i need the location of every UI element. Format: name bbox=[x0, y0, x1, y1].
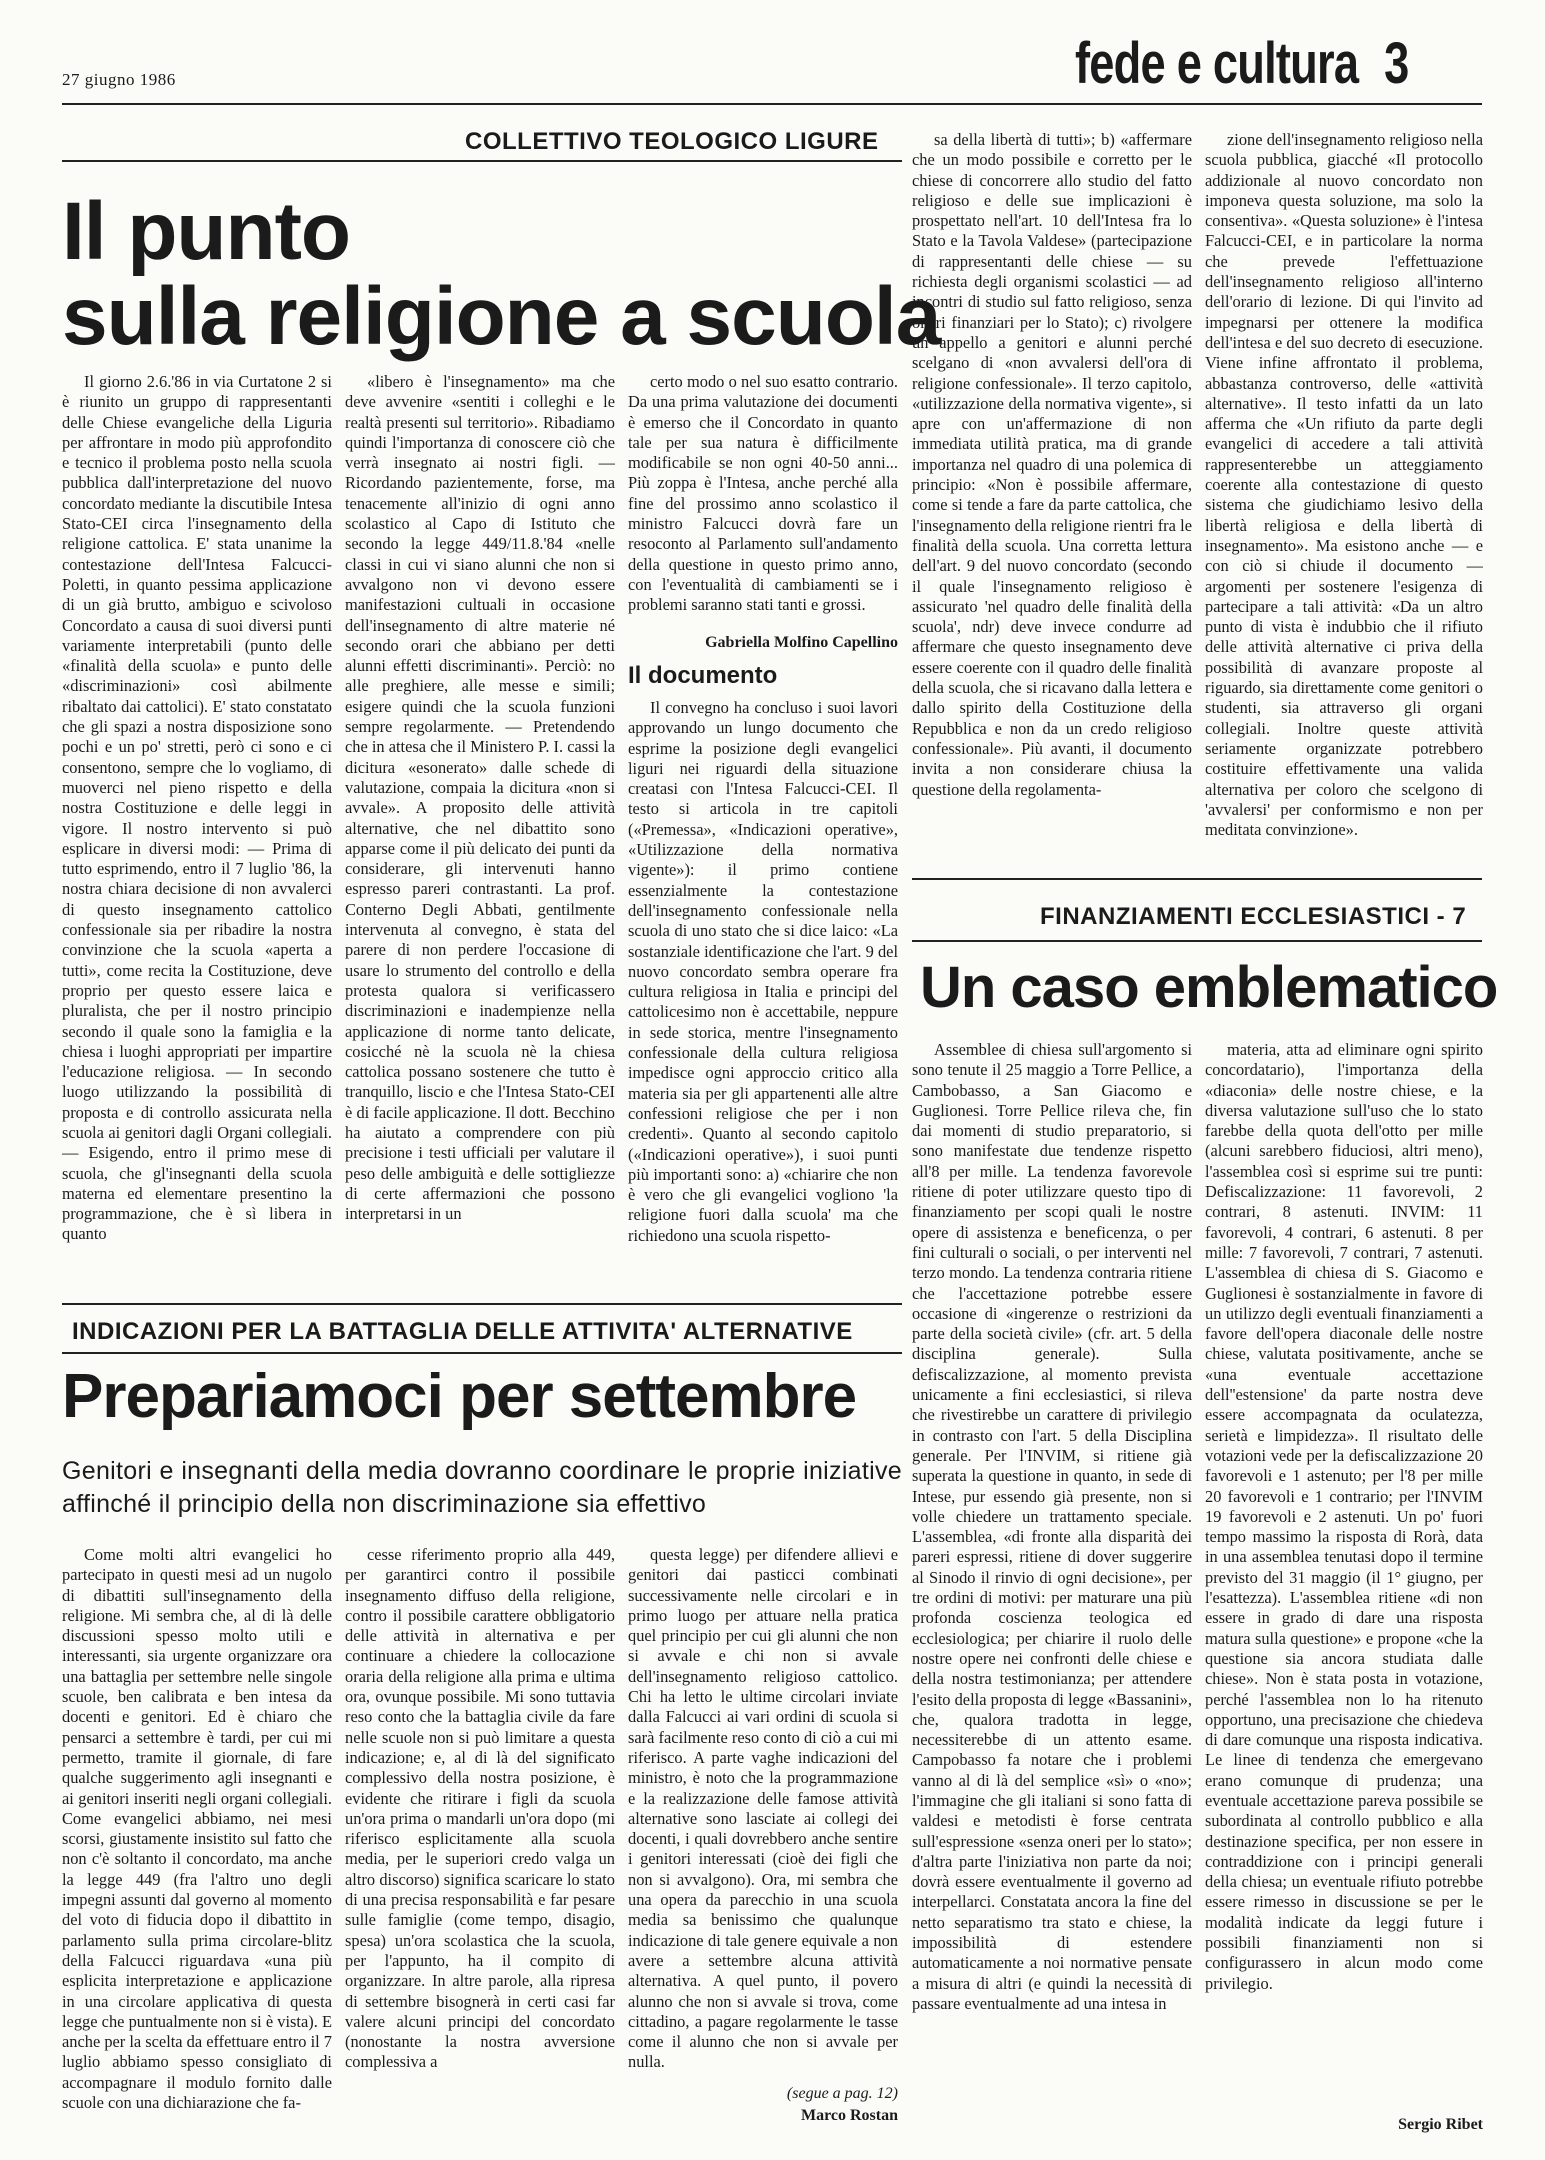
article1-col4-text: sa della libertà di tutti»; b) «affermare che un modo possibile e corretto per le chiese di concorrere allo studio del fatto religioso e delle sue implicazioni è prospettato nell'art. 10 dell'Intesa fra lo Stato e la Tavola Valdese» (partecipazione di rappresentanti delle chiese — su richiesta degli organismi scolastici — ad incontri di studio sul fatto religioso, senza oneri finanziari per lo Stato); c) rivolgere un appello a genitori e alunni perché scelgano di «non avvalersi dell'ora di religione confessionale». Il terzo capitolo, «utilizzazione della normativa vigente», si apre con un'affermazione di non immediata utilità pratica, ma di grande importanza nel quadro di una polemica di principio: «Non è possibile affermare, come si tende a fare da parte cattolica, che l'insegnamento della religione rientri fra le finalità della scuola. Una corretta lettura dell'art. 9 del nuovo concordato (secondo il quale l'insegnamento religioso è assicurato 'nel quadro delle finalità della scuola', ndr) deve invece condurre ad affermare che questo insegnamento deve essere coerente con il quadro delle finalità della scuola, che si ricavano dalla lettera e dallo spirito della Costituzione della Repubblica e non da un credo religioso confessionale». Più avanti, il documento invita a non considerare chiusa la questione della regolamenta- bbox=[912, 130, 1192, 799]
article2-column-1 bbox=[912, 1040, 1192, 2095]
article1-col5-text: zione dell'insegnamento religioso nella scuola pubblica, giacché «Il protocollo addizionale al nuovo concordato non imponeva questa soluzione, ma solo la consentiva». «Questa soluzione» è l'intesa Falcucci-CEI, e in particolare la norma che prevede l'effettuazione dell'insegnamento religioso all'interno dell'orario di lezione. Di qui l'invito ad impegnarsi per ottenere la modifica dell'intesa e del suo decreto di esecuzione. Viene infine affrontato il problema, abbastanza controverso, delle «attività alternative». Il testo infatti da un lato afferma che «Un rifiuto da parte degli evangelici di accedere a tali attività rappresenterebbe un atteggiamento coerente alla contestazione di questo sistema che giudichiamo lesivo della libertà religiosa e della libertà di insegnamento». Ma esistono anche — e con ciò si chiude il documento — argomenti per sostenere l'esigenza di partecipare a tali attività: «Da un altro punto di vista è indubbio che il rifiuto delle attività alternative ci priva della possibilità di avanzare proposte al riguardo, sia direttamente come genitori o studenti, sia attraverso gli organi collegiali. Inoltre queste attività seriamente organizzate potrebbero costituire effettivamente una valida alternativa per coloro che scelgono di 'avvalersi' per conformismo e non per meditata convinzione». bbox=[1205, 130, 1483, 840]
article1-col3b-text-block bbox=[628, 698, 898, 1258]
article1-col3b-text: Il convegno ha concluso i suoi lavori approvando un lungo documento che esprime la posizione degli evangelici liguri nei riguardi della situazione creatasi con l'Intesa Falcucci-CEI. Il testo si articola in tre capitoli («Premessa», «Indicazioni operative», «Utilizzazione della normativa vigente»): il primo contiene essenzialmente la contestazione dell'insegnamento confessionale nella scuola di uno stato che si dice laico: «La sostanziale identificazione che l'art. 9 del nuovo concordato sembra operare fra cultura religiosa in Italia e principi del cattolicesimo non è accettabile, neppure in sede storica, mentre l'insegnamento confessionale della cultura religiosa impedisce ogni approccio critico alla materia sia per gli appartenenti alle altre confessioni religiose che per i non credenti». Quanto al secondo capitolo («Indicazioni operative»), i suoi punti più importanti sono: a) «chiarire che non è vero che gli evangelici vogliono 'la religione fuori dalla scuola' ma che richiedono una scuola rispetto- bbox=[628, 698, 898, 1245]
article3-kicker: INDICAZIONI PER LA BATTAGLIA DELLE ATTIVITA' ALTERNATIVE bbox=[72, 1318, 853, 1345]
article1-signature: Gabriella Molfino Capellino bbox=[705, 634, 898, 651]
article1-column-5 bbox=[1205, 130, 1483, 870]
article3-column-2 bbox=[345, 1545, 615, 2125]
section-name: fede e cultura bbox=[1075, 31, 1359, 96]
article1-subhead: Il documento bbox=[628, 662, 778, 689]
article1-kicker-rule bbox=[62, 160, 902, 162]
article3-headline: Prepariamoci per settembre bbox=[62, 1362, 857, 1431]
article3-col2-text: cesse riferimento proprio alla 449, per garantirci contro il possibile insegnamento diffuso della religione, contro il possibile carattere obbligatorio delle attività in alternativa e per continuare a chiedere la collocazione oraria della religione alla prima e ultima ora, ovunque possibile. Mi sono tuttavia reso conto che la battaglia civile da fare nelle scuole non si può limitare a questa indicazione; e, al di là del significato complessivo della nostra posizione, è evidente che ritirare i figli da scuola un'ora prima o mandarli un'ora dopo (mi riferisco esplicitamente alla scuola media, per le superiori credo valga un altro discorso) significa scaricare lo stato di una precisa responsabilità e far pesare sulle famiglie (come tempo, disagio, spesa) un'ora scolastica che la scuola, per l'appunto, ha il compito di organizzare. In altre parole, alla ripresa di settembre bisognerà in certi casi far valere alcuni principi del concordato (nonostante la nostra avversione complessiva a bbox=[345, 1545, 615, 2072]
article1-headline-line2: sulla religione a scuola bbox=[62, 271, 941, 362]
article2-column-2 bbox=[1205, 1040, 1483, 2095]
article3-standfirst: Genitori e insegnanti della media dovranno coordinare le proprie iniziative affinché il principio della non discriminazione sia effettivo bbox=[62, 1457, 902, 1518]
article1-col2-text: «libero è l'insegnamento» ma che deve avvenire «sentiti i colleghi e le realtà presenti sul territorio». Ribadiamo quindi l'importanza di conoscere ciò che verrà insegnato ai nostri figli. — Ricordando pazientemente, forse, ma tenacemente all'inizio di ogni anno scolastico al Capo di Istituto che secondo la legge 449/11.8.'84 «nelle classi in cui vi siano alunni che non si avvalgono non vi devono essere manifestazioni cultuali in occasione dell'insegnamento di altre materie né secondo orari che abbiano per detti alunni effetti discriminanti». Perciò: no alle preghiere, alle messe e simili; esigere quindi che la scuola funzioni sempre regolarmente. — Pretendendo che in attesa che il Ministero P. I. cassi la dicitura «esonerato» dalle schede di valutazione, compaia la dicitura «non si avvale». A proposito delle attività alternative, che nel dibattito sono apparse come il più delicato dei punti da considerare, gli intervenuti hanno espresso pareri contrastanti. La prof. Conterno Degli Abbati, gentilmente intervenuta al convegno, è stata del parere di non perdere l'occasione di usare lo strumento del controllo e della protesta qualora si verificassero discriminazioni e inadempienze nella applicazione di norme tanto delicate, cosicché nè la scuola nè la chiesa cattolica possano sostenere che tutto è tranquillo, liscio e che l'Intesa Stato-CEI è di facile applicazione. Il dott. Becchino ha aiutato a comprendere con più precisione i testi ufficiali per valutare il peso delle ambiguità e delle sottigliezze di certe affermazioni che possono interpretarsi in un bbox=[345, 372, 615, 1224]
article2-kicker-rule bbox=[912, 940, 1482, 942]
section-title bbox=[1075, 30, 1408, 97]
article3-signature: Marco Rostan bbox=[800, 2107, 898, 2124]
article2-col2-text: materia, atta ad eliminare ogni spirito concordatario), l'importanza della «diaconia» delle nostre chiese, e la diversa valutazione sull'uso che lo stato farebbe della quota dell'otto per mille (alcuni sarebbero fiduciosi, altri meno), l'assemblea così si esprime sui tre punti: Defiscalizzazione: 11 favorevoli, 2 contrari, 8 astenuti. INVIM: 11 favorevoli, 4 contrari, 6 astenuti. 8 per mille: 7 favorevoli, 7 contrari, 7 astenuti. L'assemblea di chiesa di S. Giacomo e Guglionesi è sostanzialmente in favore di un utilizzo degli eventuali finanziamenti a favore dell'opera diaconale delle nostre chiese, valutata positivamente, anche se «una eventuale accettazione dell''estensione' da parte nostra deve essere accompagnata da oculatezza, serietà e limpidezza». Il risultato delle votazioni vede per la defiscalizzazione 20 favorevoli e 1 astenuto; per l'8 per mille 20 favorevoli e 1 contrario; per l'INVIM 19 favorevoli e 2 astenuti. Un po' fuori tempo massimo la risposta di Rorà, data in una assemblea tenutasi dopo il termine previsto del 31 maggio (il 1° giugno, per l'esattezza). L'assemblea ritiene «di non essere in grado di dare una risposta matura sulla questione» e propone «che la questione sia ancora studiata dalle chiese». Non è stata posta in votazione, perché l'assemblea non lo ha ritenuto opportuno, una precisazione che chiedeva di dare comunque una risposta indicativa. Le linee di tendenza che emergevano erano comunque di prudenza; una eventuale accettazione pareva possibile se subordinata al controllo pubblico e alla destinazione specifica, per non essere in contraddizione con i principi generali della chiesa; un eventuale rifiuto potrebbe essere rimesso in discussione se per le modalità indicate da leggi future i possibili finanziamenti non si configurassero in alcun modo come privilegio. bbox=[1205, 1040, 1483, 1993]
article2-headline: Un caso emblematico bbox=[920, 955, 1498, 1020]
article3-continued: (segue a pag. 12) bbox=[786, 2085, 898, 2102]
article1-column-1 bbox=[62, 372, 332, 1282]
article1-column-2 bbox=[345, 372, 615, 1282]
article1-col3-text-block bbox=[628, 372, 898, 630]
article2-kicker: FINANZIAMENTI ECCLESIASTICI - 7 bbox=[1040, 903, 1467, 930]
article3-top-rule bbox=[62, 1303, 902, 1305]
issue-date: 27 giugno 1986 bbox=[62, 70, 176, 89]
article1-col3-text: certo modo o nel suo esatto contrario. Da una prima valutazione dei documenti è emerso che il Concordato in quanto tale per sua natura è difficilmente modificabile se non ogni 40-50 anni... Più zoppa è l'Intesa, anche perché alla fine del prossimo anno scolastico il ministro Falcucci dovrà fare un resoconto al Parlamento sull'andamento della questione in questo primo anno, con l'eventualità di cambiamenti se i problemi saranno stati tanti e grossi. bbox=[628, 372, 898, 615]
article3-col3-text-block bbox=[628, 1545, 898, 2085]
article3-col3-text: questa legge) per difendere allievi e genitori dai pasticci combinati successivamente nelle circolari e in primo luogo per attuare nella pratica quel principio per cui gli alunni che non si avvale e chi non si avvale dell'insegnamento religioso cattolico. Chi ha letto le ultime circolari inviate dalla Falcucci ai vari ordini di scuola si sarà facilmente reso conto di ciò a cui mi riferisco. A parte vaghe indicazioni del ministro, è noto che la programmazione e la realizzazione delle famose attività alternative sono lasciate ai collegi dei docenti, i quali dovrebbero anche sentire i genitori interessati (cioè dei figli che non si avvalgono). Ora, mi sembra che una opera da parecchio in una scuola media sa benissimo che qualunque indicazione di tale genere equivale a non avere a settembre alcuna attività alternativa. A quel punto, il povero alunno che non si avvale si trova, come cittadino, a pagare regolarmente le tasse come il alunno che non si avvale per nulla. bbox=[628, 1545, 898, 2072]
article1-column-4 bbox=[912, 130, 1192, 870]
article3-kicker-rule bbox=[62, 1352, 902, 1354]
article1-headline-line1: Il punto bbox=[62, 186, 351, 277]
article1-kicker: COLLETTIVO TEOLOGICO LIGURE bbox=[465, 128, 879, 155]
article3-col1-text: Come molti altri evangelici ho partecipato in questi mesi ad un nugolo di dibattiti sull'insegnamento della religione. Mi sembra che, al di là delle discussioni spesso molto utili e interessanti, sia urgente organizzare ora una battaglia per settembre nelle singole scuole, ben calibrata e ben intesa da docenti e genitori. Ed è chiaro che pensarci a settembre è tardi, per cui mi permetto, tramite il giornale, di fare qualche suggerimento agli insegnanti e ai genitori inseriti negli organi collegiali. Come evangelici abbiamo, nei mesi scorsi, giustamente insistito sul fatto che non c'è soltanto il concordato, ma anche la legge 449 (fra l'altro uno degli impegni assunti dal governo al momento del voto di fiducia dopo il dibattito in parlamento sulla prima circolare-blitz della Falcucci riguardava «una più esplicita interpretazione e applicazione in una circolare applicativa di questa legge che puntualmente non si è vista). E anche per la scelta da effettuare entro il 7 luglio abbiamo spesso consigliato di accompagnare il modulo fornito dalle scuole con una dichiarazione che fa- bbox=[62, 1545, 332, 2113]
article3-column-1 bbox=[62, 1545, 332, 2125]
page-number: 3 bbox=[1384, 31, 1409, 96]
article1-column-3 bbox=[628, 372, 898, 1282]
article1-col1-text: Il giorno 2.6.'86 in via Curtatone 2 si è riunito un gruppo di rappresentanti delle Chiese evangeliche della Liguria per affrontare in modo più approfondito e tecnico il problema posto nella scuola pubblica dall'interpretazione del nuovo concordato mediante la discutibile Intesa Stato-CEI circa l'insegnamento della religione cattolica. E' stata unanime la contestazione dell'Intesa Falcucci-Poletti, in quanto pessima applicazione di un già brutto, ambiguo e scivoloso Concordato a causa di suoi diversi punti variamente interpretabili (punto delle «finalità della scuola» e punto delle «discriminazioni» così abilmente ribaltato dai cattolici). E' stato constatato che gli spazi a nostra disposizione sono pochi e un po' stretti, però ci sono e ci consentono, sempre che lo vogliamo, di muoverci nel pieno rispetto e della nostra Costituzione e delle leggi in vigore. Il nostro intervento si può esplicare in diversi modi: — Prima di tutto esprimendo, entro il 7 luglio '86, la nostra chiara decisione di non avvalerci di questo insegnamento cattolico confessionale sia per ribadire la nostra convinzione che la scuola «aperta a tutti», come recita la Costituzione, deve proprio per questo essere laica e pluralista, che per il nostro principio secondo il quale sono la famiglia e la chiesa i luoghi appropriati per impartire l'educazione religiosa. — In secondo luogo utilizzando la possibilità di proposta e di controllo assicurata nella scuola ai genitori dagli Organi collegiali. — Esigendo, entro il primo mese di scuola, che gl'insegnanti della scuola materna ed elementare presentino la programmazione, che è sì libera in quanto bbox=[62, 372, 332, 1244]
article2-top-rule bbox=[912, 878, 1482, 880]
article2-signature: Sergio Ribet bbox=[1398, 2116, 1483, 2133]
article2-col1-text: Assemblee di chiesa sull'argomento si sono tenute il 25 maggio a Torre Pellice, a Cambobasso, a San Giacomo e Guglionesi. Torre Pellice rileva che, fin dai momenti di studio preparatorio, si sono manifestate due tendenze rispetto all'8 per mille. La tendenza favorevole ritiene di poter utilizzare questo tipo di finanziamento per scopi quali le nostre opere di assistenza e beneficenza, o per fini culturali o sociali, o per interventi nel terzo mondo. La tendenza contraria ritiene che l'accettazione potrebbe essere occasione di «ingerenze o restrizioni da parte della società civile» (cfr. art. 5 della disciplina generale). Sulla defiscalizzazione, al momento prevista unicamente a fini ecclesiastici, si rileva che rivestirebbe un carattere di privilegio in contrasto con l'art. 5 della Disciplina generale. Per l'INVIM, si ritiene già superata la questione in quanto, in sede di Intese, pur essendo già presente, non si volle chiedere un trattamento speciale. L'assemblea, «di fronte alla disparità dei pareri espressi, ritiene di dover suggerire al Sinodo il rinvio di ogni decisione», per tre ordini di motivi: per maturare una più profonda coscienza teologica ed ecclesiologica; per chiarire il ruolo delle nostre opere nei confronti delle chiese e della nostra testimonianza; per attendere l'esito della proposta di legge «Bassanini», che, qualora tradotta in legge, necessiterebbe di un attento esame. Campobasso fa notare che i problemi vanno al di là del semplice «sì» o «no»; l'immagine che gli italiani si sono fatta di valdesi e metodisti è forse centrata sull'espressione «senza oneri per lo stato»; d'altra parte l'iniziativa non parte da noi; dovrà essere eventualmente il governo ad interpellarci. Constatata ancora la fine del netto separatismo tra stato e chiese, la impossibilità di estendere automaticamente a noi normative pensate a misura di altri (e quindi la necessità di passare eventualmente ad una intesa in bbox=[912, 1040, 1192, 2013]
article3-column-3 bbox=[628, 1545, 898, 2150]
masthead-rule bbox=[62, 103, 1482, 105]
